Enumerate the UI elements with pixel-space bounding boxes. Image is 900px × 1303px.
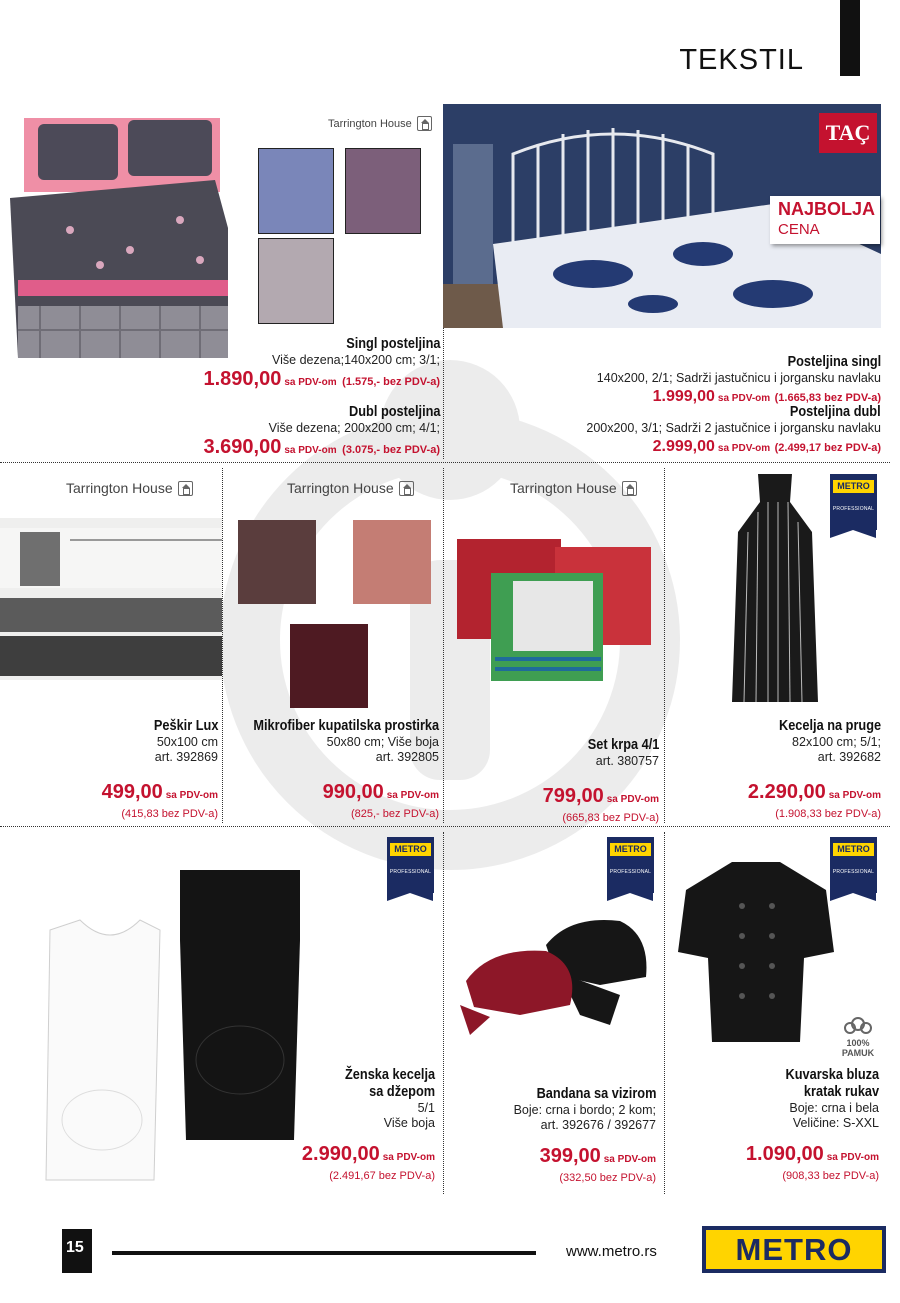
product-art: art. 392682 bbox=[817, 750, 881, 764]
kecelja-pruge-info bbox=[748, 718, 881, 821]
product-art: art. 380757 bbox=[595, 754, 659, 768]
price: 2.990,00 bbox=[301, 1143, 380, 1165]
bandana-info bbox=[514, 1086, 656, 1185]
price-label: sa PDV-om bbox=[284, 445, 337, 456]
divider bbox=[222, 468, 223, 823]
product-name: Singl posteljina bbox=[345, 336, 440, 352]
product-name: Dubl posteljina bbox=[348, 404, 440, 420]
divider bbox=[664, 468, 665, 823]
tac-singl-info bbox=[597, 354, 881, 410]
price: 1.999,00 bbox=[652, 388, 715, 405]
metro-logo: METRO bbox=[702, 1226, 886, 1273]
house-icon bbox=[399, 481, 414, 496]
net-price: (2.499,17 bez PDV-a) bbox=[774, 442, 881, 454]
price: 990,00 bbox=[322, 781, 384, 803]
metro-professional-badge: METRO PROFESSIONAL bbox=[830, 474, 877, 530]
price-label: sa PDV-om bbox=[284, 377, 337, 388]
corner-bar bbox=[840, 0, 860, 76]
product-desc: 50x80 cm; Više boja bbox=[326, 735, 439, 749]
price: 1.890,00 bbox=[203, 368, 282, 390]
price-label: sa PDV-om bbox=[717, 393, 771, 404]
product-name-line2: sa džepom bbox=[369, 1084, 435, 1100]
thumb-purple bbox=[345, 148, 421, 234]
product-desc: Više dezena;140x200 cm; 3/1; bbox=[272, 353, 440, 367]
dubl-info bbox=[204, 404, 441, 462]
price: 3.690,00 bbox=[203, 436, 282, 458]
price: 1.090,00 bbox=[745, 1143, 824, 1165]
product-art: art. 392805 bbox=[375, 750, 439, 764]
thumb-grey bbox=[258, 238, 334, 324]
product-name: Kecelja na pruge bbox=[778, 718, 881, 734]
promo-line1: NAJBOLJA bbox=[778, 199, 876, 219]
price-label: sa PDV-om bbox=[717, 443, 771, 454]
divider bbox=[443, 468, 444, 823]
product-name: Mikrofiber kupatilska prostirka bbox=[253, 718, 439, 734]
product-desc: Boje: crna i bordo; 2 kom; bbox=[513, 1103, 656, 1117]
price: 799,00 bbox=[542, 785, 604, 807]
product-name: Kuvarska bluza bbox=[785, 1067, 879, 1083]
website-link[interactable]: www.metro.rs bbox=[566, 1243, 657, 1260]
product-name-line2: kratak rukav bbox=[803, 1084, 879, 1100]
cotton-icon bbox=[838, 1014, 878, 1038]
metro-professional-badge: METRO PROFESSIONAL bbox=[387, 837, 434, 893]
page-number: 15 bbox=[62, 1229, 92, 1273]
product-name: Bandana sa vizirom bbox=[536, 1086, 656, 1102]
metro-professional-badge: METRO PROFESSIONAL bbox=[830, 837, 877, 893]
product-name: Ženska kecelja bbox=[344, 1067, 435, 1083]
net-price: (665,83 bez PDV-a) bbox=[562, 812, 659, 824]
product-name: Set krpa 4/1 bbox=[587, 737, 659, 753]
product-desc: 5/1 bbox=[417, 1101, 435, 1115]
price: 399,00 bbox=[539, 1145, 601, 1167]
cotton-label: 100% PAMUK bbox=[841, 1038, 875, 1058]
net-price: (825,- bez PDV-a) bbox=[350, 808, 439, 820]
zenska-kecelja-info bbox=[302, 1067, 435, 1183]
net-price: (415,83 bez PDV-a) bbox=[121, 808, 218, 820]
net-price: (3.075,- bez PDV-a) bbox=[342, 444, 440, 456]
price-label: sa PDV-om bbox=[382, 1152, 435, 1163]
women-aprons-image bbox=[30, 860, 330, 1190]
product-name: Posteljina singl bbox=[787, 354, 881, 370]
product-desc: 200x200, 3/1; Sadrži 2 jastučnice i jorgansku navlaku bbox=[586, 421, 881, 435]
price-label: sa PDV-om bbox=[826, 1152, 879, 1163]
product-name: Posteljina dubl bbox=[790, 404, 881, 420]
thumb-blue bbox=[258, 148, 334, 234]
promo-badge bbox=[770, 196, 880, 244]
product-desc: Više dezena; 200x200 cm; 4/1; bbox=[268, 421, 440, 435]
house-icon bbox=[622, 481, 637, 496]
product-art: art. 392869 bbox=[154, 750, 218, 764]
dish-towels-image bbox=[455, 535, 655, 685]
bandanas-image bbox=[450, 905, 650, 1045]
price: 2.999,00 bbox=[652, 438, 715, 455]
bluza-info bbox=[746, 1067, 879, 1183]
prostirka-info bbox=[228, 718, 439, 821]
section-title: TEKSTIL bbox=[679, 44, 804, 76]
product-desc: 50x100 cm bbox=[156, 735, 218, 749]
bedding-image bbox=[10, 110, 236, 358]
product-desc: 82x100 cm; 5/1; bbox=[792, 735, 881, 749]
product-art: art. 392676 / 392677 bbox=[540, 1118, 656, 1132]
divider bbox=[664, 832, 665, 1194]
price-label: sa PDV-om bbox=[165, 790, 218, 801]
krpe-info bbox=[543, 737, 659, 825]
footer-rule bbox=[112, 1251, 536, 1255]
brand-tarrington: Tarrington House bbox=[328, 116, 432, 131]
rug-burgundy bbox=[290, 624, 368, 708]
product-desc: Veličine: S-XXL bbox=[792, 1116, 879, 1130]
rug-brown bbox=[238, 520, 316, 604]
towel-image bbox=[0, 518, 222, 680]
net-price: (1.908,33 bez PDV-a) bbox=[775, 808, 881, 820]
brand-tarrington: Tarrington House bbox=[287, 480, 414, 496]
metro-professional-badge: METRO PROFESSIONAL bbox=[607, 837, 654, 893]
product-name: Peškir Lux bbox=[153, 718, 218, 734]
tac-logo: TAÇ bbox=[819, 113, 877, 153]
net-price: (908,33 bez PDV-a) bbox=[782, 1170, 879, 1182]
net-price: (2.491,67 bez PDV-a) bbox=[329, 1170, 435, 1182]
price: 2.290,00 bbox=[747, 781, 826, 803]
product-desc: Boje: crna i bela bbox=[789, 1101, 879, 1115]
brand-tarrington: Tarrington House bbox=[66, 480, 193, 496]
price-label: sa PDV-om bbox=[603, 1154, 656, 1165]
rug-pink bbox=[353, 520, 431, 604]
product-desc: 140x200, 2/1; Sadrži jastučnicu i jorgansku navlaku bbox=[596, 371, 881, 385]
product-desc: Više boja bbox=[383, 1116, 435, 1130]
brand-tarrington: Tarrington House bbox=[510, 480, 637, 496]
house-icon bbox=[417, 116, 432, 131]
striped-apron-image bbox=[728, 472, 822, 708]
tac-dubl-info bbox=[586, 404, 881, 460]
net-price: (332,50 bez PDV-a) bbox=[559, 1172, 656, 1184]
price-label: sa PDV-om bbox=[606, 794, 659, 805]
chef-jacket-image bbox=[676, 856, 836, 1046]
peskir-info bbox=[102, 718, 218, 821]
net-price: (1.665,83 bez PDV-a) bbox=[774, 392, 881, 404]
promo-line2: CENA bbox=[778, 221, 820, 238]
price-label: sa PDV-om bbox=[828, 790, 881, 801]
net-price: (1.575,- bez PDV-a) bbox=[342, 376, 440, 388]
house-icon bbox=[178, 481, 193, 496]
price-label: sa PDV-om bbox=[386, 790, 439, 801]
price: 499,00 bbox=[101, 781, 163, 803]
divider bbox=[443, 832, 444, 1194]
divider bbox=[0, 826, 890, 827]
divider bbox=[0, 462, 890, 463]
singl-info bbox=[204, 336, 441, 394]
